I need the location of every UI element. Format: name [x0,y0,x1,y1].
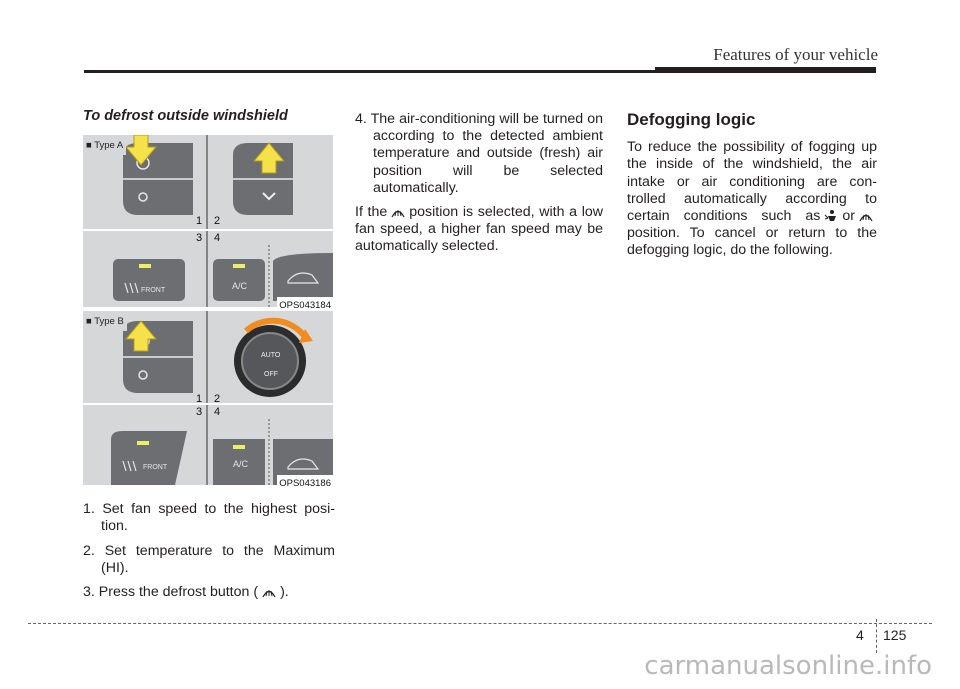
page-number: 125 [883,627,907,643]
section-heading-defrost: To defrost outside windshield [83,108,288,124]
type-b-label: ■ Type B [83,312,127,331]
fan-speed-paragraph [355,204,603,256]
middle-column [355,111,603,263]
figure-number-4-b: 4 [214,406,221,419]
figure-code-b: OPS043186 [277,475,333,492]
panel-type-a-bottom [83,231,333,307]
control-panel-figure [83,135,333,491]
watermark: carmanualsonline.info [644,651,932,681]
svg-text:FRONT: FRONT [141,287,166,295]
left-column [83,108,335,608]
figure-number-4: 4 [214,232,221,245]
figure-number-3-b: 3 [196,406,203,419]
section-heading-defogging: Defogging logic [627,110,756,129]
defog-mode-icon [823,209,839,222]
auto-button-label: AUTO [261,352,281,360]
footer-rule [28,623,932,624]
panel-type-a-top [83,135,333,229]
defogging-paragraph [627,139,877,259]
fan-speed-text-b: position is selected, with a low fan speed, a higher fan speed may be automatically selected. [355,204,603,255]
chapter-number: 4 [856,627,864,643]
defogging-text-a: To reduce the possibility of fogging up the inside of the windshield, the air intake or air conditioning are con- trolled automatically according to certain conditions such as [627,139,877,225]
defogging-or: or [842,208,855,225]
figure-number-1-b: 1 [196,393,203,404]
defrost-icon [261,585,277,598]
right-column [627,111,877,267]
svg-text:A/C: A/C [232,281,248,292]
panel-type-b-top [83,311,333,403]
step-3-text: 3. Press the defrost button ( [83,584,259,601]
type-a-label: ■ Type A [83,136,126,155]
defogging-text-b: position. To cancel or return to the defogging logic, do the following. [627,225,877,259]
step-4: 4. The air-conditioning will be turned on according to the detected ambient temperature and outside (fresh) air position will be selected automatically. [355,111,603,196]
defrost-icon [390,205,406,218]
step-3-end: ). [280,584,289,601]
fan-speed-text-a: If the [355,204,388,221]
figure-number-2-b: 2 [214,393,221,404]
header-rule-accent [655,67,876,72]
step-1: 1. Set fan speed to the highest posi- tion. [83,501,335,535]
off-button-label: OFF [264,371,278,379]
svg-text:A/C: A/C [233,459,249,470]
running-header: Features of your vehicle [713,45,878,64]
panel-type-b-bottom [83,405,333,485]
figure-number-2: 2 [214,215,221,228]
figure-code-a: OPS043184 [277,297,333,314]
step-3 [83,584,335,601]
defrost-icon [858,209,874,222]
footer-separator [876,619,877,653]
figure-number-1: 1 [196,215,203,228]
figure-number-3: 3 [196,232,203,245]
step-2: 2. Set temperature to the Maximum (HI). [83,542,335,576]
front-text: FRONT [143,464,168,472]
